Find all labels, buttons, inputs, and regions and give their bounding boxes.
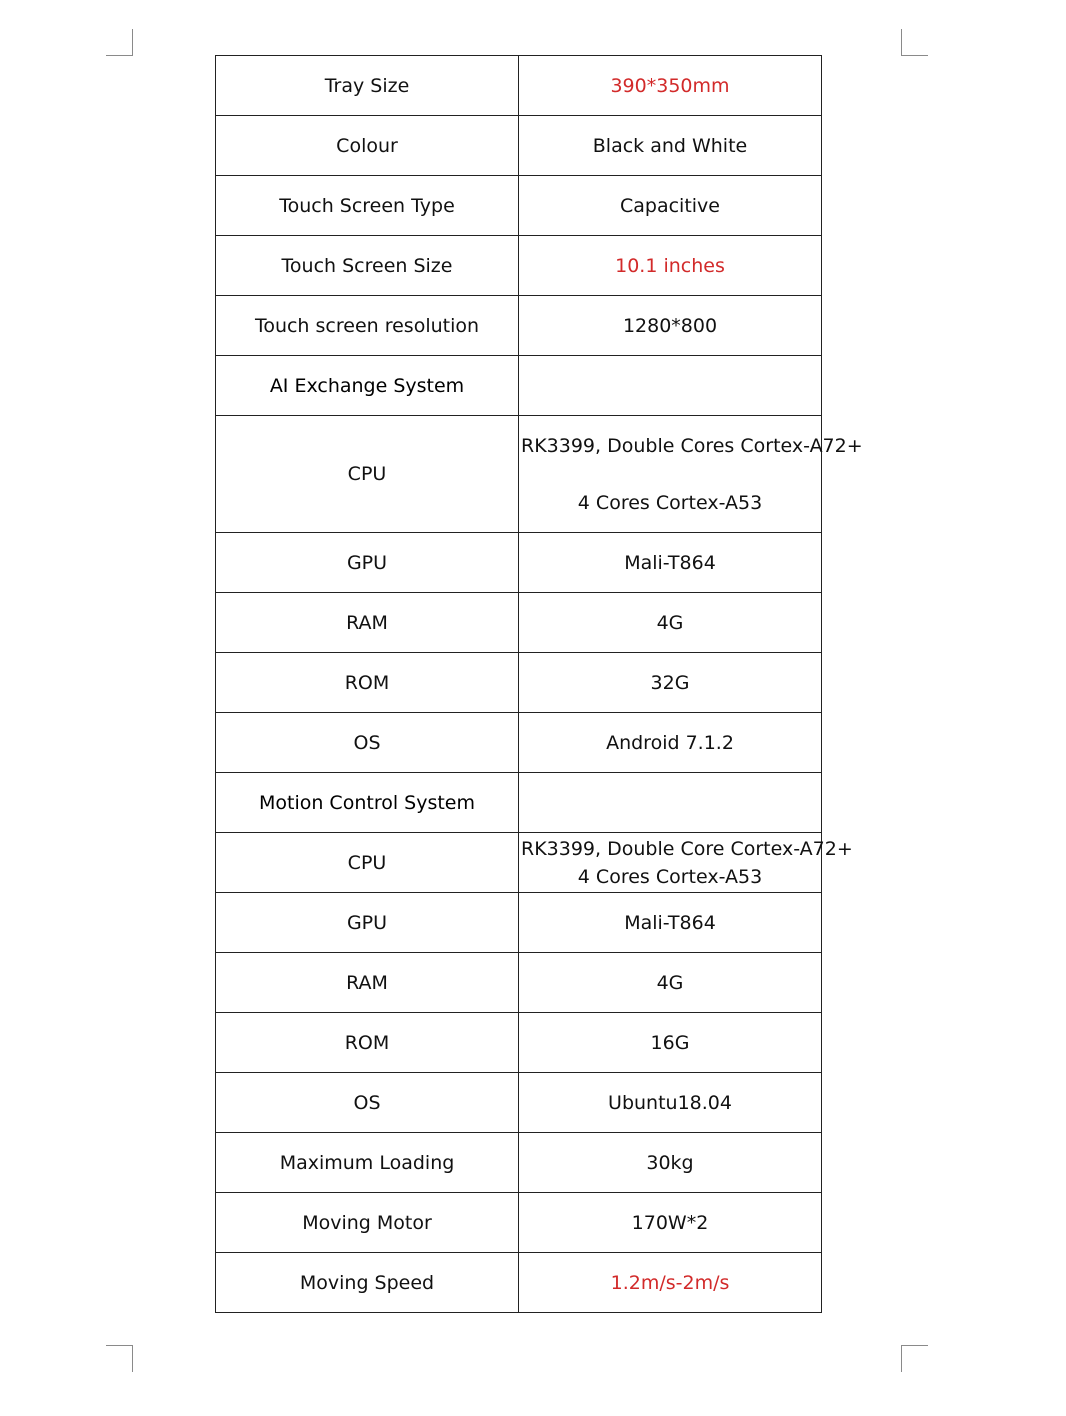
table-row (216, 893, 822, 953)
crop-mark-top-left (106, 29, 133, 56)
spec-label-ram: RAM (216, 593, 519, 653)
table-row (216, 533, 822, 593)
table-row (216, 953, 822, 1013)
spec-label-moving-motor: Moving Motor (216, 1193, 519, 1253)
crop-mark-bottom-right (901, 1345, 928, 1372)
table-row (216, 1253, 822, 1313)
spec-value-maximum-loading: 30kg (519, 1133, 822, 1193)
section-heading-motion-control-system: Motion Control System (216, 773, 519, 833)
table-row (216, 1013, 822, 1073)
spec-value-tray-size: 390*350mm (519, 56, 822, 116)
spec-value-touch-screen-resolution: 1280*800 (519, 296, 822, 356)
spec-value-os: Android 7.1.2 (519, 713, 822, 773)
table-row (216, 593, 822, 653)
table-row (216, 296, 822, 356)
spec-label-tray-size: Tray Size (216, 56, 519, 116)
spec-value-cpu-line-2: 4 Cores Cortex-A53 (577, 491, 763, 514)
spec-label-gpu: GPU (216, 533, 519, 593)
spec-value-touch-screen-type: Capacitive (519, 176, 822, 236)
section-heading-empty-cell (519, 773, 822, 833)
table-row (216, 116, 822, 176)
crop-mark-top-right (901, 29, 928, 56)
spec-value-cpu-line-2: 4 Cores Cortex-A53 (577, 865, 763, 888)
spec-value-os: Ubuntu18.04 (519, 1073, 822, 1133)
spec-value-cpu-line-1: RK3399, Double Core Cortex-A72+ (521, 837, 853, 860)
table-row (216, 713, 822, 773)
spec-label-gpu: GPU (216, 893, 519, 953)
crop-mark-bottom-left (106, 1345, 133, 1372)
table-row (216, 236, 822, 296)
table-row (216, 1193, 822, 1253)
spec-label-os: OS (216, 713, 519, 773)
table-row (216, 176, 822, 236)
spec-value-cpu (519, 416, 863, 533)
spec-value-moving-speed: 1.2m/s-2m/s (519, 1253, 822, 1313)
spec-label-maximum-loading: Maximum Loading (216, 1133, 519, 1193)
spec-value-rom: 16G (519, 1013, 822, 1073)
spec-value-touch-screen-size: 10.1 inches (519, 236, 822, 296)
spec-value-cpu-line-1: RK3399, Double Cores Cortex-A72+ (521, 434, 863, 457)
spec-label-cpu: CPU (216, 833, 519, 893)
spec-value-gpu: Mali-T864 (519, 893, 822, 953)
spec-label-touch-screen-type: Touch Screen Type (216, 176, 519, 236)
spec-label-touch-screen-size: Touch Screen Size (216, 236, 519, 296)
table-row (216, 416, 822, 533)
spec-label-ram: RAM (216, 953, 519, 1013)
spec-value-cpu (519, 833, 853, 893)
section-heading-empty-cell (519, 356, 822, 416)
table-row (216, 1073, 822, 1133)
table-row (216, 56, 822, 116)
table-row (216, 833, 822, 893)
spec-label-cpu: CPU (216, 416, 519, 533)
spec-label-rom: ROM (216, 1013, 519, 1073)
spec-label-touch-screen-resolution: Touch screen resolution (216, 296, 519, 356)
section-row (216, 356, 822, 416)
spec-table (215, 55, 863, 1313)
spec-value-colour: Black and White (519, 116, 822, 176)
section-heading-ai-exchange-system: AI Exchange System (216, 356, 519, 416)
spec-value-ram: 4G (519, 593, 822, 653)
table-row (216, 653, 822, 713)
spec-value-gpu: Mali-T864 (519, 533, 822, 593)
spec-label-colour: Colour (216, 116, 519, 176)
section-row (216, 773, 822, 833)
spec-value-ram: 4G (519, 953, 822, 1013)
spec-value-moving-motor: 170W*2 (519, 1193, 822, 1253)
spec-value-rom: 32G (519, 653, 822, 713)
spec-label-os: OS (216, 1073, 519, 1133)
spec-label-moving-speed: Moving Speed (216, 1253, 519, 1313)
table-row (216, 1133, 822, 1193)
spec-label-rom: ROM (216, 653, 519, 713)
